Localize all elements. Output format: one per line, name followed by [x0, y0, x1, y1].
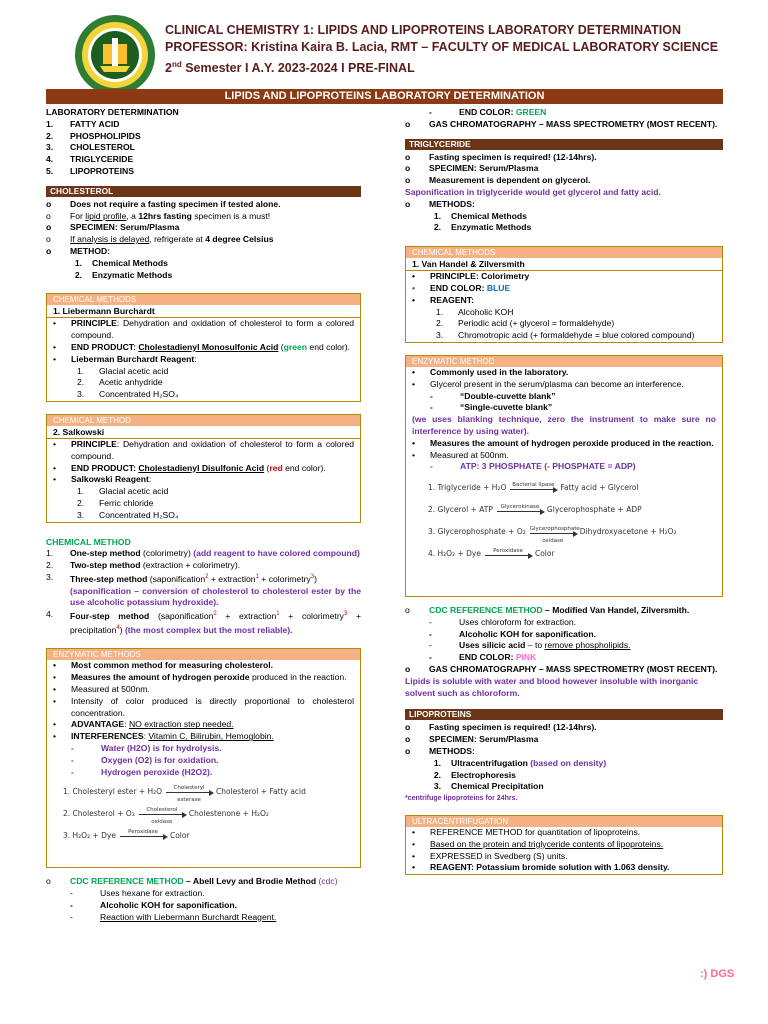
list-item: - Water (H2O) is for hydrolysis. — [71, 743, 222, 754]
list-item: o SPECIMEN: Serum/Plasma — [405, 734, 539, 745]
box-header: CHEMICAL METHODS — [406, 247, 722, 258]
list-item: 2. Acetic anhydride — [77, 377, 163, 388]
list-item: 2. Electrophoresis — [433, 769, 516, 780]
list-item: o SPECIMEN: Serum/Plasma — [405, 163, 539, 174]
list-item: • Measures the amount of hydrogen peroxide produced in the reaction. — [53, 672, 347, 683]
list-item: 3. CHOLESTEROL — [46, 142, 135, 153]
box-header: CHEMICAL METHODS — [47, 294, 360, 305]
list-item: • Glycerol present in the serum/plasma can become an interference. — [412, 378, 684, 389]
list-item: • PRINCIPLE: Dehydration and oxidation of cholesterol to form a colored compound. — [53, 318, 354, 341]
list-item: o For lipid profile, a 12hrs fasting specimen is a must! — [46, 210, 271, 221]
list-item: • EXPRESSED in Svedberg (S) units. — [412, 850, 568, 861]
liebermann-box — [46, 293, 361, 402]
list-item: • END COLOR: BLUE — [412, 282, 511, 293]
list-item: 1. Glacial acetic acid — [77, 365, 169, 376]
list-item: • REFERENCE METHOD for quantitation of lipoproteins. — [412, 826, 641, 837]
list-item: • END PRODUCT: Cholestadienyl Monosulfonic Acid (green end color). — [53, 341, 351, 352]
list-item: - END COLOR: GREEN — [429, 107, 547, 117]
list-item: - “Single-cuvette blank” — [430, 402, 553, 413]
list-item: - END COLOR: PINK — [429, 652, 537, 663]
college-logo — [74, 14, 156, 96]
blanking-note: (we uses blanking technique, zero the instrument to make sure no interference by using water). — [412, 414, 716, 436]
list-item: o Does not require a fasting specimen if tested alone. — [46, 198, 281, 209]
reaction-row: 4. H₂O₂ + Dye Peroxidase Color — [428, 548, 555, 559]
box-header: ULTRACENTRIFUGATION — [406, 816, 722, 827]
list-item: - Alcoholic KOH for saponification. — [70, 900, 238, 911]
triglyceride-note: Saponification in triglyceride would get glycerol and fatty acid. — [405, 186, 661, 197]
triglyceride-reactions — [406, 477, 722, 565]
list-item: • Based on the protein and triglyceride contents of lipoproteins. — [412, 838, 664, 849]
ultracentrifugation-box — [405, 815, 723, 875]
list-item: - Uses hexane for extraction. — [70, 888, 205, 899]
lab-determination-heading: LABORATORY DETERMINATION — [46, 107, 179, 117]
reaction-row: 3. H₂O₂ + Dye Peroxidase Color — [63, 829, 190, 840]
list-item: 5. LIPOPROTEINS — [46, 165, 134, 176]
list-item: • Measured at 500nm. — [412, 449, 509, 460]
list-item: 3. Chemical Precipitation — [433, 781, 544, 792]
list-item: 1. Alcoholic KOH — [436, 306, 514, 317]
footer-signature: :) DGS — [700, 968, 735, 980]
box-header: ENZYMATIC METHODS — [47, 649, 360, 660]
list-item: o METHODS: — [405, 745, 475, 756]
list-item: 2. PHOSPHOLIPIDS — [46, 130, 141, 141]
list-item: 1. Chemical Methods — [433, 210, 527, 221]
reaction-row: 1. Triglyceride + H₂O Bacterial lipase Fatty acid + Glycerol — [428, 482, 639, 493]
list-item: 1. Ultracentrifugation (based on density) — [433, 757, 607, 768]
lab-determination-list — [46, 119, 361, 178]
list-item: 3. Three-step method (saponification$^2$ + extraction$^1$ + colorimetry$^3$) (saponification – conversion of cholesterol to cholesterol ester by the use alcoholic potassium hydroxide). — [46, 571, 361, 608]
list-item: - Hydrogen peroxide (H2O2). — [71, 766, 213, 777]
list-item: 3. Concentrated H₂SO₄ — [77, 389, 179, 400]
enzymatic-box — [46, 648, 361, 868]
list-item: • INTERFERENCES: Vitamin C, Bilirubin, Hemoglobin. — [53, 731, 274, 742]
list-item: • Salkowski Reagent: — [53, 474, 152, 485]
list-item: - Uses chloroform for extraction. — [429, 616, 577, 627]
list-item: o Fasting specimen is required! (12-14hrs). — [405, 722, 597, 733]
list-item: - Reaction with Liebermann Burchardt Reagent. — [70, 911, 277, 922]
course-title: CLINICAL CHEMISTRY 1: LIPIDS AND LIPOPROTEINS LABORATORY DETERMINATION — [165, 23, 681, 37]
list-item: 4. TRIGLYCERIDE — [46, 154, 134, 165]
triglyceride-heading: TRIGLYCERIDE — [405, 139, 723, 150]
semester-line: 2nd Semester I A.Y. 2023-2024 I PRE-FINAL — [165, 60, 415, 76]
reaction-row: 3. Glycerophosphate + O₂ Glycerophosphate oxidase Dihydroxyacetone + H₂O₂ — [428, 526, 677, 544]
list-item: o METHOD: — [46, 245, 111, 256]
list-item: - “Double-cuvette blank” — [430, 390, 556, 401]
list-item: 1. One-step method (colorimetry) (add reagent to have colored compound) — [46, 548, 360, 559]
list-item: o Fasting specimen is required! (12-14hrs). — [405, 151, 597, 162]
main-title: LIPIDS AND LIPOPROTEINS LABORATORY DETERMINATION — [46, 89, 723, 104]
professor-line: PROFESSOR: Kristina Kaira B. Lacia, RMT – FACULTY OF MEDICAL LABORATORY SCIENCE — [165, 40, 719, 54]
list-item: 2. Enzymatic Methods — [433, 222, 532, 233]
box-title: 2. Salkowski — [47, 426, 360, 439]
list-item: - ATP: 3 PHOSPHATE (- PHOSPHATE = ADP) — [430, 461, 636, 472]
reaction-row: 2. Cholesterol + O₂ Cholesterol oxidase Cholestenone + H₂O₂ — [63, 807, 269, 826]
list-item: 2. Ferric chloride — [77, 497, 154, 508]
document-header — [165, 22, 718, 77]
list-item: - Oxygen (O2) is for oxidation. — [71, 754, 219, 765]
list-item: 3. Chromotropic acid (+ formaldehyde = blue colored compound) — [436, 330, 695, 341]
list-item: o CDC REFERENCE METHOD – Abell Levy and Brodie Method (cdc) — [46, 876, 338, 887]
cholesterol-heading: CHOLESTEROL — [46, 186, 361, 197]
list-item: 1. FATTY ACID — [46, 118, 120, 129]
list-item: o Measurement is dependent on glycerol. — [405, 175, 591, 186]
salkowski-box — [46, 414, 361, 523]
list-item: 2. Enzymatic Methods — [74, 269, 173, 280]
list-item: 3. Concentrated H₂SO₄ — [77, 509, 179, 520]
reaction-row: 2. Glycerol + ATP Glycerokinase Glycerophosphate + ADP — [428, 504, 642, 515]
box-header: ENZYMATIC METHOD — [406, 356, 722, 367]
list-item: o GAS CHROMATOGRAPHY – MASS SPECTROMETRY (MOST RECENT). — [405, 663, 718, 674]
chemical-method-heading: CHEMICAL METHOD — [46, 536, 131, 547]
cholesterol-reactions — [47, 780, 360, 846]
box-title: 1. Liebermann Burchardt — [47, 305, 360, 318]
list-item: • END PRODUCT: Cholestadienyl Disulfonic Acid (red end color). — [53, 462, 326, 473]
list-item: o GAS CHROMATOGRAPHY – MASS SPECTROMETRY (MOST RECENT). — [405, 118, 718, 129]
list-item: • Measured at 500nm. — [53, 684, 150, 695]
centrifuge-note: *centrifuge lipoproteins for 24hrs. — [405, 795, 518, 803]
list-item: - Alcoholic KOH for saponification. — [429, 628, 597, 639]
list-item: • ADVANTAGE: NO extraction step needed. — [53, 719, 234, 730]
left-column — [46, 107, 361, 924]
tg-enzymatic-box — [405, 355, 723, 597]
list-item: • Commonly used in the laboratory. — [412, 366, 569, 377]
list-item: • PRINCIPLE: Dehydration and oxidation of cholesterol to form a colored compound. — [53, 438, 354, 461]
lipid-solubility-note: Lipids is soluble with water and blood however insoluble with inorganic solvent such as chloroform. — [405, 675, 699, 698]
list-item: o If analysis is delayed, refrigerate at 4 degree Celsius — [46, 234, 274, 245]
list-item: o CDC REFERENCE METHOD – Modified Van Handel, Zilversmith. — [405, 604, 690, 615]
list-item: • Most common method for measuring cholesterol. — [53, 660, 273, 671]
list-item: • Intensity of color produced is directly proportional to cholesterol concentration. — [53, 695, 354, 718]
list-item: 2. Periodic acid (+ glycerol = formaldehyde) — [436, 318, 615, 329]
right-column — [405, 107, 723, 877]
lipoproteins-heading: LIPOPROTEINS — [405, 709, 723, 720]
van-handel-box — [405, 246, 723, 343]
list-item: o SPECIMEN: Serum/Plasma — [46, 222, 180, 233]
list-item: • Measures the amount of hydrogen peroxide produced in the reaction. — [412, 437, 714, 448]
list-item: o METHODS: — [405, 198, 475, 209]
list-item: • Lieberman Burchardt Reagent: — [53, 353, 197, 364]
list-item: 2. Two-step method (extraction + colorimetry). — [46, 560, 241, 571]
list-item: 4. Four-step method (saponification$^2$ + extraction$^1$ + colorimetry$^3$ + precipitation$^4$) (the most complex but the most reliable). — [46, 609, 361, 635]
box-header: CHEMICAL METHOD — [47, 415, 360, 426]
list-item: - Uses silicic acid – to remove phospholipids. — [429, 640, 631, 651]
list-item: 1. Chemical Methods — [74, 257, 168, 268]
list-item: • PRINCIPLE: Colorimetry — [412, 271, 530, 282]
box-title: 1. Van Handel & Zilversmith — [406, 258, 722, 271]
list-item: 1. Glacial acetic acid — [77, 486, 169, 497]
reaction-row: 1. Cholesteryl ester + H₂O Cholesteryl esterase Cholesterol + Fatty acid — [63, 785, 306, 804]
list-item: • REAGENT: — [412, 294, 474, 305]
list-item: • REAGENT: Potassium bromide solution with 1.063 density. — [412, 862, 670, 873]
